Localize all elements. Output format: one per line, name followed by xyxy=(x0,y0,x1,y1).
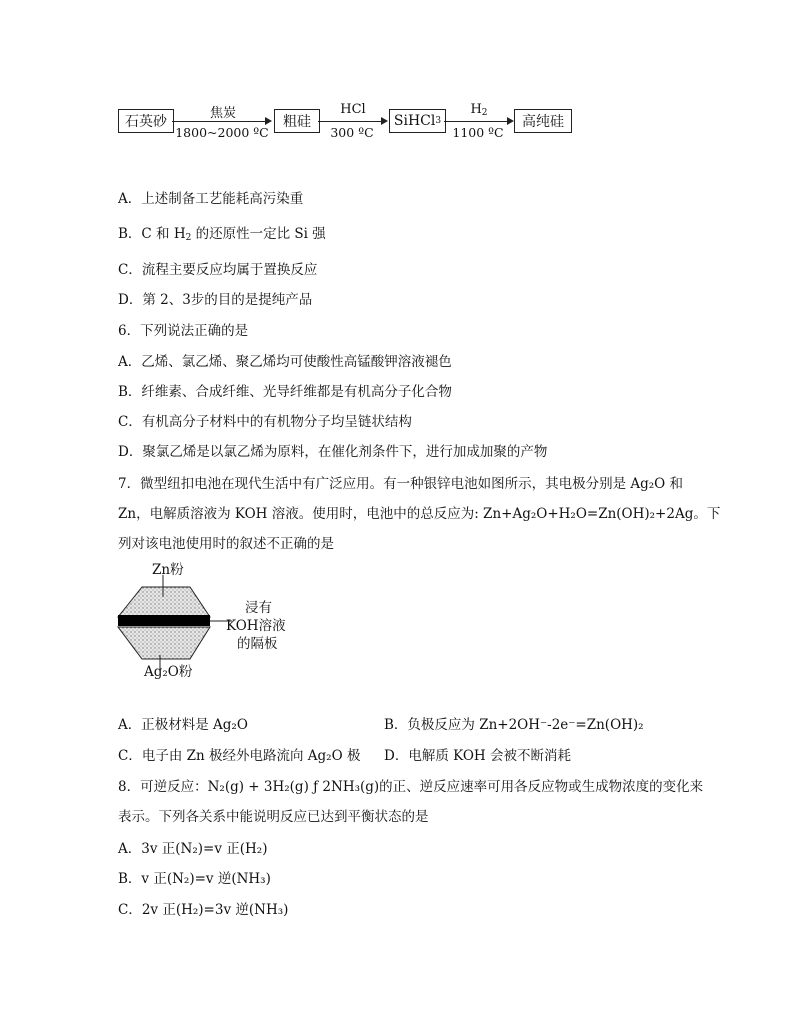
q7-option-b: B．负极反应为 Zn+2OH⁻-2e⁻=Zn(OH)₂ xyxy=(384,717,644,733)
q5-option-b xyxy=(118,225,326,247)
arrow1-line xyxy=(172,121,265,122)
separator-label-line1: 浸有 xyxy=(245,600,272,616)
q8-option-c: C．2v 正(H₂)=3v 逆(NH₃) xyxy=(118,902,289,918)
flow-box-label: 高纯硅 xyxy=(522,114,564,130)
arrow3-line xyxy=(444,121,507,122)
q8-option-a: A．3v 正(N₂)=v 正(H₂) xyxy=(118,841,268,857)
flow-box-crude-silicon xyxy=(274,109,320,133)
arrow2-bottom-label: 300 ºC xyxy=(330,125,374,140)
arrow2-line xyxy=(318,121,381,122)
arrow1-top-label: 焦炭 xyxy=(209,106,236,121)
q8-stem-line2: 表示。下列各关系中能说明反应已达到平衡状态的是 xyxy=(118,809,429,825)
flow-box-quartz-sand xyxy=(118,109,174,133)
arrow3-bottom-label: 1100 ºC xyxy=(452,125,504,140)
q7-option-a: A．正极材料是 Ag₂O xyxy=(118,717,248,733)
flow-box-label: SiHCl xyxy=(393,113,436,129)
zn-powder-label: Zn粉 xyxy=(152,562,184,578)
arrow1-head xyxy=(265,117,272,125)
q6-option-c: C．有机高分子材料中的有机物分子均呈链状结构 xyxy=(118,414,412,430)
separator-label-line2: KOH溶液 xyxy=(226,618,286,634)
q7-stem-line2: Zn，电解质溶液为 KOH 溶液。使用时，电池中的总反应为: Zn+Ag₂O+H₂O=Zn(OH)₂+2Ag。下 xyxy=(118,506,721,522)
separator-label-line3: 的隔板 xyxy=(237,636,278,652)
q7-stem-line3: 列对该电池使用时的叙述不正确的是 xyxy=(118,536,334,552)
ag2o-powder-label: Ag₂O粉 xyxy=(144,664,193,680)
ag2o-powder-region xyxy=(118,627,210,659)
flow-box-label: 石英砂 xyxy=(125,114,167,130)
arrow2-top-label: HCl xyxy=(340,102,366,117)
q5-option-a: A．上述制备工艺能耗高污染重 xyxy=(118,191,304,207)
separator-plate xyxy=(118,615,210,626)
arrow3-top-label xyxy=(448,102,510,118)
q7-option-d: D．电解质 KOH 会被不断消耗 xyxy=(384,748,571,764)
q8-option-b: B．v 正(N₂)=v 逆(NH₃) xyxy=(118,871,271,887)
flow-box-label: 粗硅 xyxy=(283,114,311,130)
q5-option-d: D．第 2、3步的目的是提纯产品 xyxy=(118,292,313,308)
arrow1-bottom-label: 1800~2000 ºC xyxy=(175,125,269,140)
q5-b-post: 的还原性一定比 Si 强 xyxy=(191,226,326,242)
arrow3-top-sub: 2 xyxy=(481,108,488,118)
q6-option-a: A．乙烯、氯乙烯、聚乙烯均可使酸性高锰酸钾溶液褪色 xyxy=(118,354,452,370)
q7-option-c: C．电子由 Zn 极经外电路流向 Ag₂O 极 xyxy=(118,748,361,764)
flow-box-sihcl3 xyxy=(389,109,446,133)
arrow2-head xyxy=(381,117,388,125)
flow-box-subscript: 3 xyxy=(435,116,442,126)
zn-powder-region xyxy=(118,587,210,617)
q7-stem-line1: 7．微型纽扣电池在现代生活中有广泛应用。有一种银锌电池如图所示，其电极分别是 Ag₂O 和 xyxy=(118,476,684,492)
q6-option-d: D．聚氯乙烯是以氯乙烯为原料，在催化剂条件下，进行加成加聚的产物 xyxy=(118,444,548,460)
arrow3-head xyxy=(507,117,514,125)
q8-stem-line1: 8．可逆反应：N₂(g) + 3H₂(g) ƒ 2NH₃(g)的正、逆反应速率可用各反应物或生成物浓度的变化来 xyxy=(118,779,704,795)
flow-box-high-purity-silicon xyxy=(514,109,572,133)
q6-option-b: B．纤维素、合成纤维、光导纤维都是有机高分子化合物 xyxy=(118,384,452,400)
q5-b-pre: B．C 和 H xyxy=(118,226,186,242)
q5-b-sub: 2 xyxy=(185,233,192,243)
arrow3-top-text: H xyxy=(470,102,482,117)
q6-stem: 6．下列说法正确的是 xyxy=(118,323,249,339)
q5-option-c: C．流程主要反应均属于置换反应 xyxy=(118,262,318,278)
